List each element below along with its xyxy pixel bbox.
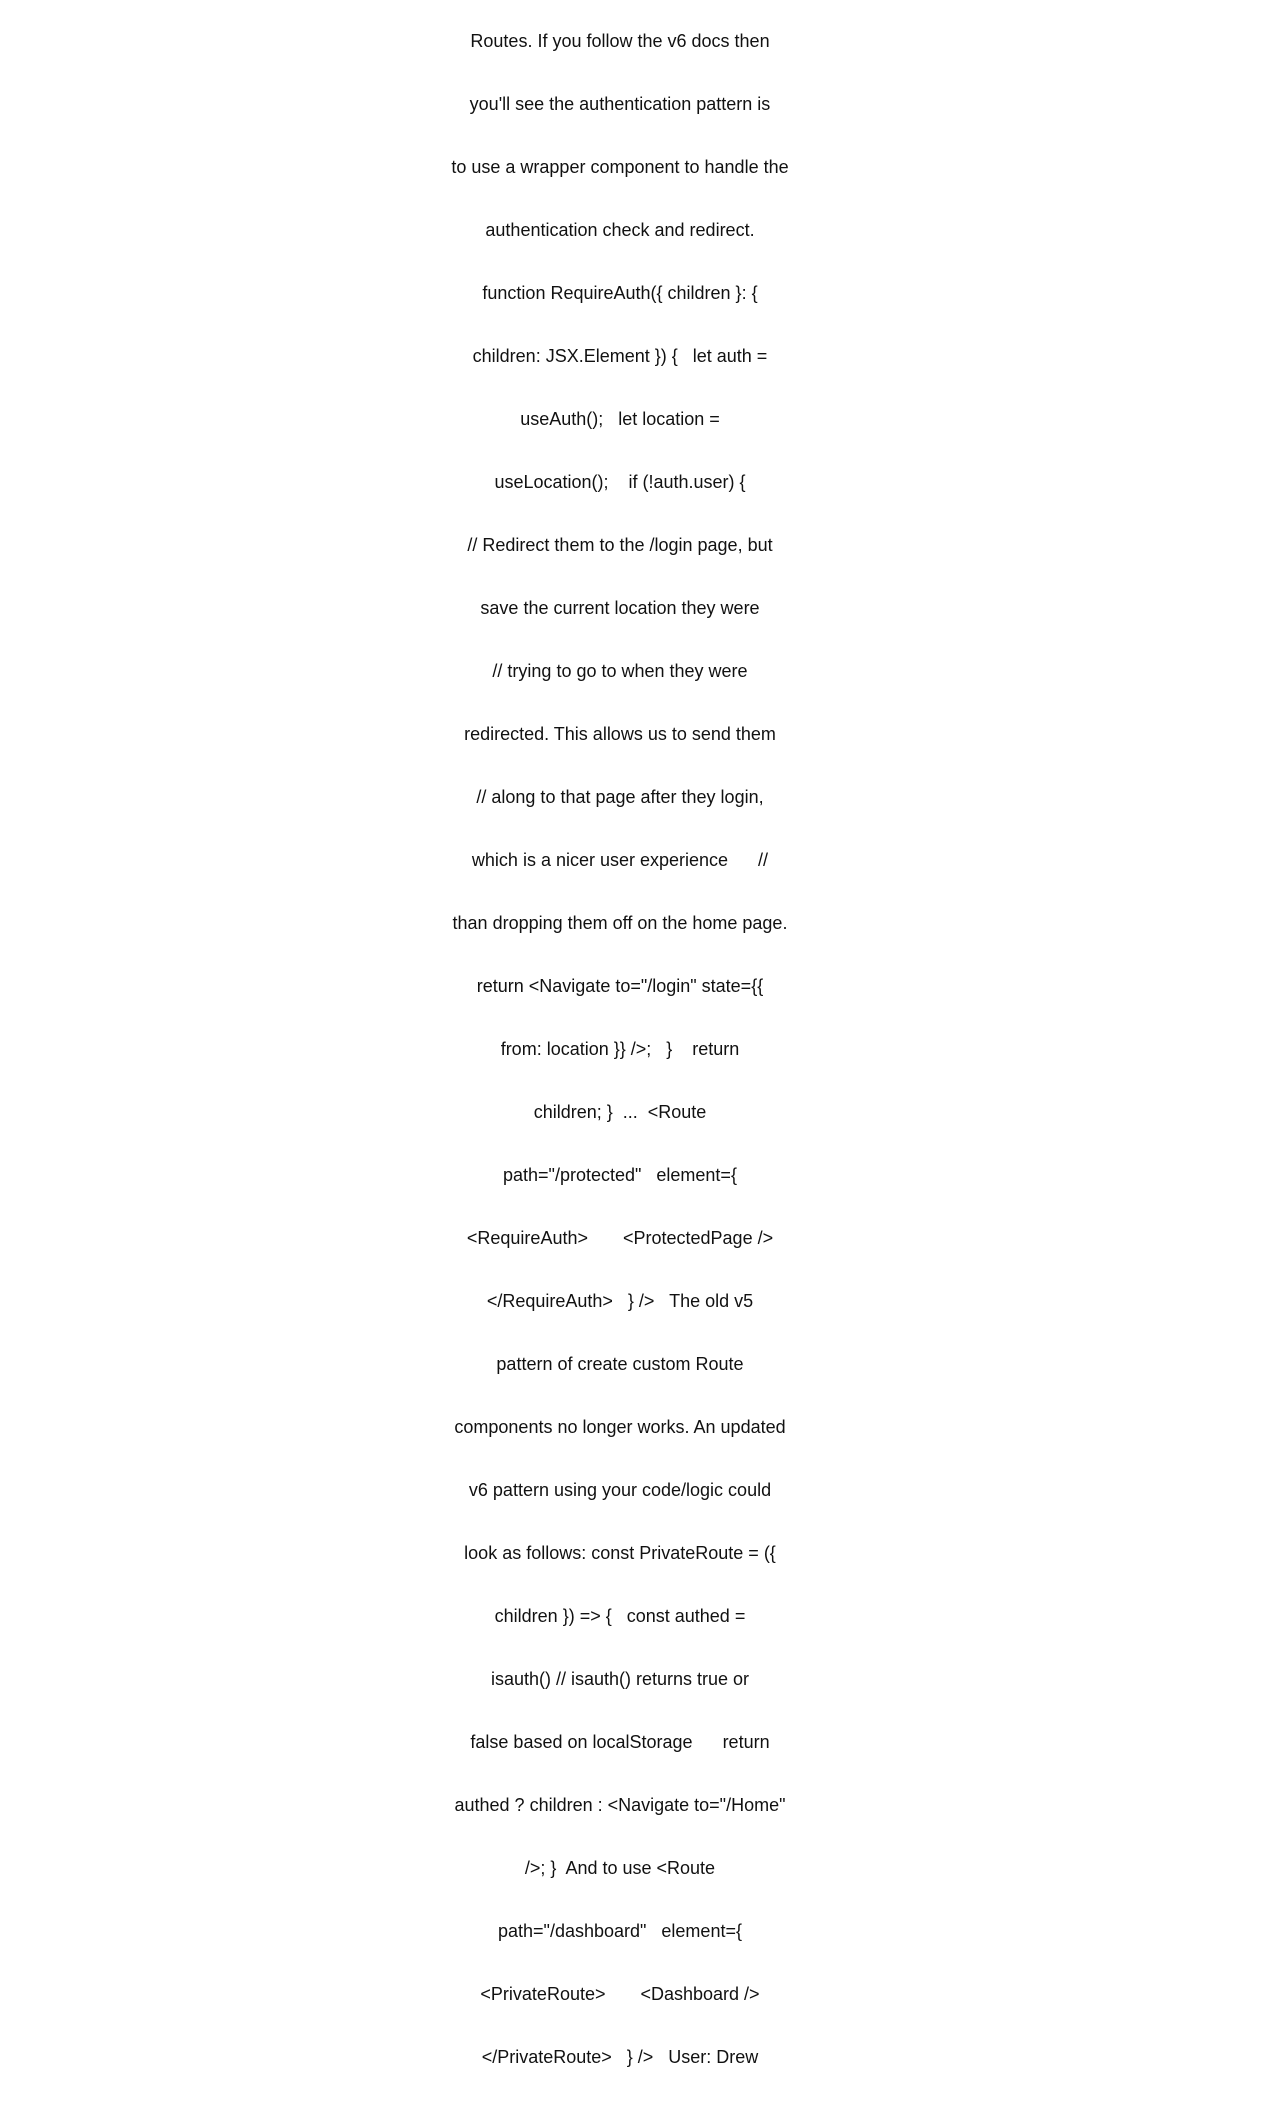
text-line: // trying to go to when they were [492,661,748,681]
text-line: useLocation(); if (!auth.user) { [494,472,746,492]
text-line: return <Navigate to="/login" state={{ [476,976,764,996]
text-line: path="/dashboard" element={ [498,1921,742,1941]
text-line: authentication check and redirect. [485,220,755,240]
text-line: to use a wrapper component to handle the [451,157,789,177]
text-line: />; } And to use <Route [524,1858,716,1878]
text-line: <RequireAuth> <ProtectedPage /> [466,1228,774,1248]
text-line: look as follows: const PrivateRoute = ({ [464,1543,776,1563]
text-line: children }) => { const authed = [494,1606,746,1626]
text-line: </PrivateRoute> } /> User: Drew [481,2047,759,2067]
text-line: function RequireAuth({ children }: { [482,283,758,303]
text-line: authed ? children : <Navigate to="/Home" [454,1795,786,1815]
text-line: v6 pattern using your code/logic could [468,1480,772,1500]
text-line: isauth() // isauth() returns true or [490,1669,750,1689]
text-line: you'll see the authentication pattern is [469,94,771,114]
text-line: than dropping them off on the home page. [452,913,788,933]
text-line: path="/protected" element={ [503,1165,737,1185]
text-line: <PrivateRoute> <Dashboard /> [480,1984,760,2004]
text-line: false based on localStorage return [470,1732,770,1752]
text-line: pattern of create custom Route [496,1354,744,1374]
text-line: components no longer works. An updated [454,1417,786,1437]
answer-text-block [440,0,800,2110]
text-line: children: JSX.Element }) { let auth = [472,346,768,366]
text-line: // Redirect them to the /login page, but [467,535,773,555]
text-line: </RequireAuth> } /> The old v5 [486,1291,754,1311]
text-line: Routes. If you follow the v6 docs then [470,31,770,51]
text-line: save the current location they were [480,598,760,618]
text-line: // along to that page after they login, [476,787,764,807]
text-line: useAuth(); let location = [520,409,720,429]
text-line: children; } ... <Route [533,1102,707,1122]
text-line: from: location }} />; } return [500,1039,740,1059]
text-line: which is a nicer user experience // [471,850,769,870]
text-line: redirected. This allows us to send them [464,724,776,744]
